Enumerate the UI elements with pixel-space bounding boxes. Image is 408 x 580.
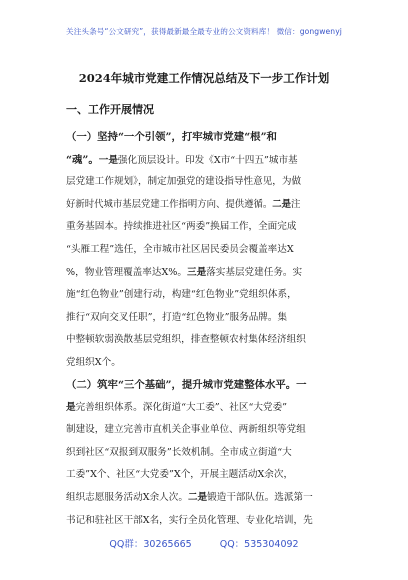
subsection-1-heading-end: “魂”。: [66, 153, 99, 166]
paragraph-line: 中整顿软弱涣散基层党组织，排查整顿农村集体经济组织: [66, 334, 306, 346]
item-marker: 二是: [272, 198, 292, 210]
paragraph-text: 落实基层党建任务。实: [206, 266, 303, 278]
paragraph-line: 党组织X个。: [66, 356, 121, 368]
section-heading: 一、工作开展情况: [66, 103, 154, 116]
paragraph-line: [66, 262, 354, 285]
paragraph-line: [66, 397, 354, 420]
paragraph-line: 层党建工作规划》，制定加强党的建设指导性意见，为做: [66, 176, 302, 188]
paragraph-text: 好新时代城市基层党建工作指明方向、提供遵循。: [66, 198, 273, 210]
paragraph-line: 制建设，建立完善市直机关企事业单位、两新组织等党组: [66, 424, 306, 436]
paragraph-line: 织到社区“双报到双服务”长效机制。全市成立街道“大: [66, 446, 292, 458]
paragraph-line: 书记和驻社区干部X名，实行全员化管理、专业化培训，先: [66, 514, 313, 526]
paragraph-line: 工委”X个、社区“大党委”X个，开展主题活动X余次，: [66, 469, 294, 481]
paragraph-line: “头雁工程”选任，全市城市社区居民委员会覆盖率达X: [66, 243, 294, 255]
header-banner: 关注头条号“公文研究”，获得最新最全最专业的公文资料库！ 微信：gongwenyj: [66, 27, 342, 36]
paragraph-text: 完善组织体系。深化街道“大工委”、社区“大党委”: [75, 401, 288, 413]
paragraph-line: [66, 149, 354, 172]
subsection-1-heading: （一）坚持“一个引领”，打牢城市党建“根”和: [66, 131, 277, 143]
paragraph-text: %，物业管理覆盖率达X%。: [66, 266, 187, 278]
paragraph-line: 重务基固本。持续推进社区“两委”换届工作，全面完成: [66, 221, 297, 233]
item-marker: 是: [66, 401, 76, 413]
item-marker: 一是: [98, 154, 118, 166]
paragraph-line: 推行“双向交叉任职”，打造“红色物业”服务品牌。集: [66, 311, 288, 323]
paragraph-line: 施“红色物业”创建行动，构建“红色物业”党组织体系，: [66, 289, 297, 301]
paragraph-text: 组织志愿服务活动X余人次。: [66, 491, 188, 503]
footer-qq-group: QQ群：30265665: [109, 539, 192, 550]
footer-qq: QQ：535304092: [219, 539, 299, 550]
paragraph-text: 锻造干部队伍。选派第一: [207, 491, 313, 503]
paragraph-line: [66, 194, 354, 217]
footer-contact: [0, 536, 408, 550]
paragraph-line: [66, 487, 354, 510]
item-marker: 二是: [187, 491, 208, 503]
paragraph-text: 强化顶层设计。印发《X市“十四五”城市基: [117, 154, 298, 166]
subsection-2-heading: （二）筑牢“三个基础”，提升城市党建整体水平。一: [66, 379, 307, 391]
paragraph-text: 注: [291, 198, 301, 210]
document-title: 2024年城市党建工作情况总结及下一步工作计划: [78, 71, 330, 85]
subsection-2: [66, 374, 354, 532]
subsection-1: [66, 126, 354, 375]
item-marker: 三是: [187, 266, 207, 278]
